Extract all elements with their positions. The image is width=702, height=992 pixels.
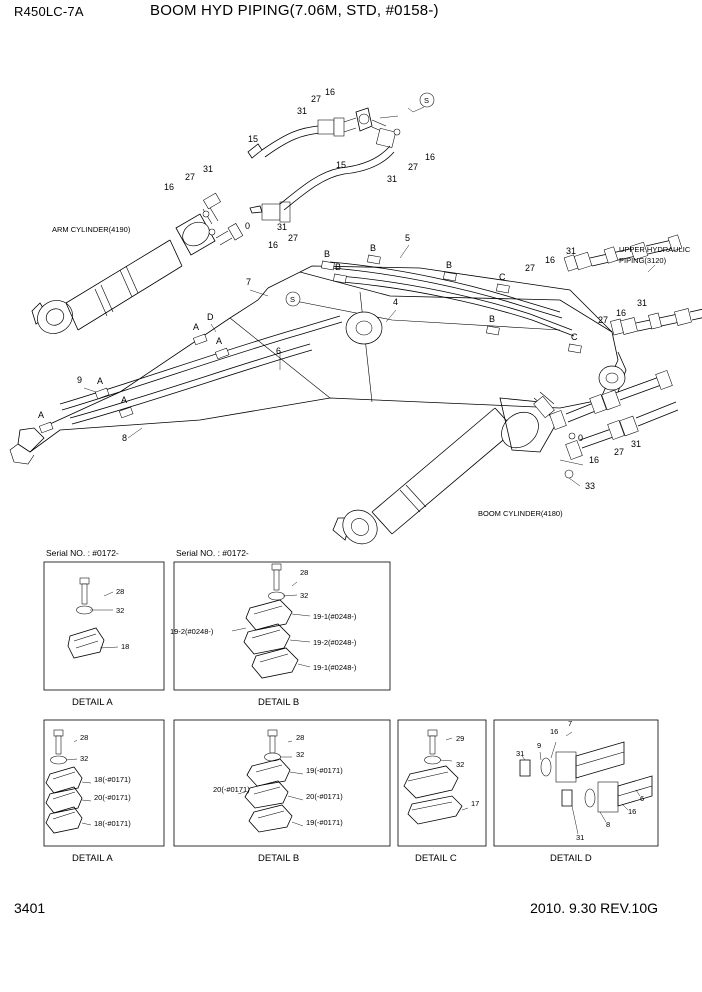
component-label: PIPING(3120) (619, 256, 667, 265)
detail-panel-row-2 (44, 720, 658, 846)
revision-date: 2010. 9.30 REV.10G (530, 900, 658, 916)
callout-label: 19-1(#0248-) (313, 663, 357, 672)
callout-label: 27 (185, 172, 196, 182)
detail-b-panel-top (174, 562, 390, 690)
callout-label: 16 (589, 455, 600, 465)
callout-label: D (207, 312, 214, 322)
boom-cylinder-group (333, 370, 678, 550)
callout-label: 16 (164, 182, 175, 192)
callout-label: 28 (116, 587, 125, 596)
callout-label: 20(-#0171) (213, 785, 250, 794)
callout-label: 27 (288, 233, 299, 243)
callout-label: 6 (276, 346, 282, 356)
callout-label: 31 (631, 439, 642, 449)
callout-label: A (38, 410, 45, 420)
callout-label: 19-2(#0248-) (170, 627, 214, 636)
detail-b-bottom-parts (238, 730, 303, 832)
callout-label: A (121, 395, 128, 405)
callout-label: 16 (425, 152, 436, 162)
component-label: UPPER HYDRAULIC (619, 245, 691, 254)
callout-label: 27 (408, 162, 419, 172)
page-title: BOOM HYD PIPING(7.06M, STD, #0158-) (150, 2, 439, 19)
page-number: 3401 (14, 900, 46, 916)
callout-label: 18(-#0171) (94, 775, 131, 784)
callout-label: 27 (311, 94, 322, 104)
callout-label: 19(-#0171) (306, 766, 343, 775)
callout-label: C (499, 272, 506, 282)
callout-label: 16 (616, 308, 627, 318)
svg-text:S: S (290, 295, 296, 304)
callout-label: 31 (516, 749, 525, 758)
upper-hose-assembly (248, 93, 434, 222)
callout-label: C (571, 332, 578, 342)
svg-text:S: S (424, 96, 430, 105)
main-callout-labels (38, 87, 647, 491)
detail-a-panel-top (44, 562, 164, 690)
callout-label: 31 (297, 106, 308, 116)
callout-label: 16 (550, 727, 559, 736)
callout-label: 0 (578, 433, 584, 443)
callout-label: B (489, 314, 496, 324)
callout-label: B (324, 249, 331, 259)
detail-c-parts (404, 730, 468, 824)
detail-a-top-parts (68, 578, 118, 658)
callout-label: B (370, 243, 377, 253)
callout-label: 28 (80, 733, 89, 742)
detail-panel-title: DETAIL A (72, 853, 113, 864)
callout-label: 6 (640, 794, 645, 803)
callout-label: 19(-#0171) (306, 818, 343, 827)
detail-panel-title: DETAIL C (415, 853, 457, 864)
callout-label: 8 (606, 820, 611, 829)
callout-label: 31 (387, 174, 398, 184)
callout-label: 33 (585, 481, 596, 491)
callout-label: 32 (116, 606, 125, 615)
component-label: BOOM CYLINDER(4180) (478, 509, 563, 518)
detail-d-panel (494, 720, 658, 846)
callout-label: 32 (300, 591, 309, 600)
callout-label: 32 (80, 754, 89, 763)
detail-panel-title: DETAIL A (72, 697, 113, 708)
detail-text-layer (46, 548, 644, 864)
detail-a-bottom-parts (46, 730, 91, 833)
callout-label: A (216, 336, 223, 346)
detail-b-panel-bottom (174, 720, 390, 846)
component-label: ARM CYLINDER(4190) (52, 225, 131, 234)
serial-note: Serial NO. : #0172- (176, 548, 249, 558)
callout-label: 16 (545, 255, 556, 265)
callout-label: 16 (268, 240, 279, 250)
detail-panel-title: DETAIL B (258, 697, 300, 708)
callout-label: 20(-#0171) (306, 792, 343, 801)
callout-label: 31 (277, 222, 288, 232)
callout-label: 20(-#0171) (94, 793, 131, 802)
callout-label: 27 (614, 447, 625, 457)
detail-panel-title: DETAIL D (550, 853, 592, 864)
callout-label: 29 (456, 734, 465, 743)
callout-label: 9 (77, 375, 83, 385)
callout-label: 31 (576, 833, 585, 842)
callout-label: 31 (203, 164, 214, 174)
callout-label: A (193, 322, 200, 332)
callout-label: 31 (637, 298, 648, 308)
callout-label: 27 (598, 315, 609, 325)
callout-label: 7 (568, 719, 573, 728)
callout-label: 9 (537, 741, 542, 750)
page-model-number: R450LC-7A (14, 4, 84, 19)
callout-label: 7 (246, 277, 252, 287)
callout-label: 5 (405, 233, 411, 243)
callout-label: 28 (296, 733, 305, 742)
main-component-labels (52, 225, 691, 518)
callout-label: 16 (628, 807, 637, 816)
detail-panel-title: DETAIL B (258, 853, 300, 864)
callout-label: 15 (248, 134, 259, 144)
callout-label: 19-1(#0248-) (313, 612, 357, 621)
callout-label: 18 (121, 642, 130, 651)
callout-label: 32 (296, 750, 305, 759)
callout-label: B (446, 260, 453, 270)
callout-label: 31 (566, 246, 577, 256)
detail-c-panel (398, 720, 486, 846)
callout-label: 27 (525, 263, 536, 273)
callout-label: 8 (122, 433, 128, 443)
callout-label: A (97, 376, 104, 386)
callout-label: 0 (245, 221, 251, 231)
callout-label: 16 (325, 87, 336, 97)
callout-label: 18(-#0171) (94, 819, 131, 828)
detail-b-top-parts (232, 564, 310, 678)
callout-label: 4 (393, 297, 399, 307)
callout-label: 17 (471, 799, 480, 808)
callout-label: 32 (456, 760, 465, 769)
callout-label: 15 (336, 160, 347, 170)
callout-label: 28 (300, 568, 309, 577)
serial-note: Serial NO. : #0172- (46, 548, 119, 558)
callout-label: 19-2(#0248-) (313, 638, 357, 647)
callout-label: B (335, 262, 342, 272)
